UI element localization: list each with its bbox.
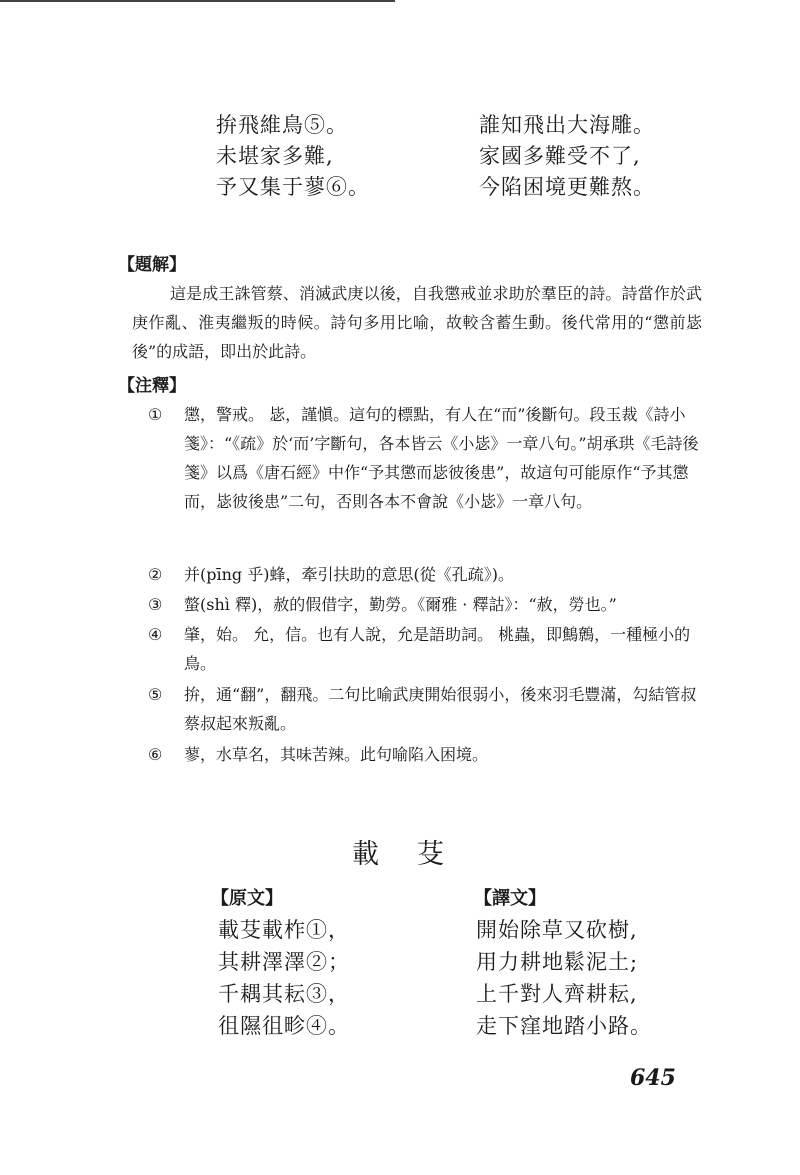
note-number: ④ [148,625,163,644]
tijie-text: 這是成王誅管蔡、消滅武庚以後，自我懲戒並求助於羣臣的詩。詩當作於武庚作亂、淮夷繼叛的時候。詩句多用比喻，故較含蓄生動。後代常用的“懲前毖後”的成語，即出於此詩。 [132,284,702,361]
note-text: 肇，始。 允，信。也有人說，允是語助詞。 桃蟲，即鷦鷯，一種極小的鳥。 [184,625,691,673]
note-6 [148,740,708,769]
poem-line: 走下窪地踏小路。 [476,1014,652,1038]
page-number: 645 [630,1065,676,1091]
top-rule [0,0,395,2]
note-number: ① [148,405,163,424]
note-3 [148,590,708,619]
yiwen-heading: 【譯文】 [474,888,546,909]
poem-line: 開始除草又砍樹, [476,918,638,942]
poem-line: 上千對人齊耕耘, [476,982,638,1006]
section-original [218,914,350,1042]
poem-line: 予又集于蓼⑥。 [216,175,370,199]
note-text: 蓼，水草名，其味苦辣。此句喻陷入困境。 [184,745,489,764]
poem-line: 未堪家多難, [216,144,334,168]
note-number: ⑤ [148,685,163,704]
note-2 [148,560,708,589]
note-text: 并(pīng 乎)蜂，牽引扶助的意思(從《孔疏》)。 [184,565,514,584]
poem-line: 用力耕地鬆泥土; [476,950,639,974]
section-title: 載芟 [352,839,482,870]
poem-translation-top [479,110,655,203]
note-4 [148,620,708,678]
poem-line: 千耦其耘③， [218,982,350,1006]
poem-original-top [216,110,370,203]
note-number: ③ [148,595,163,614]
poem-line: 家國多難受不了, [479,144,641,168]
poem-line: 誰知飛出大海雕。 [479,113,655,137]
yuanwen-heading: 【原文】 [211,888,283,909]
poem-line: 今陷困境更難熬。 [479,175,655,199]
tijie-heading: 【題解】 [118,255,186,275]
note-number: ② [148,565,163,584]
section-translation [476,914,652,1042]
zhushi-heading: 【注釋】 [118,376,186,396]
poem-line: 載芟載柞①， [218,918,350,942]
note-text: 懲，警戒。 毖，謹愼。這句的標點，有人在“而”後斷句。段玉裁《詩小箋》：“《疏》於‘而’字斷句，各本皆云《小毖》一章八句。”胡承珙《毛詩後箋》以爲《唐石經》中作“予其懲而毖彼後患”，故這句可能原作“予其懲而，毖彼後患”二句，否則各本不會說《小毖》一章八句。 [184,405,699,511]
poem-line: 徂隰徂畛④。 [218,1014,350,1038]
note-5 [148,680,708,738]
note-1 [148,400,708,516]
poem-line: 其耕澤澤②； [218,950,350,974]
note-text: 拚，通“翻”，翻飛。二句比喻武庚開始很弱小，後來羽毛豐滿，勾結管叔蔡叔起來叛亂。 [184,685,697,733]
note-text: 螫(shì 釋)，赦的假借字，勤勞。《爾雅 · 釋詁》：“赦，勞也。” [184,595,617,614]
note-number: ⑥ [148,745,163,764]
poem-line: 拚飛維鳥⑤。 [216,113,348,137]
